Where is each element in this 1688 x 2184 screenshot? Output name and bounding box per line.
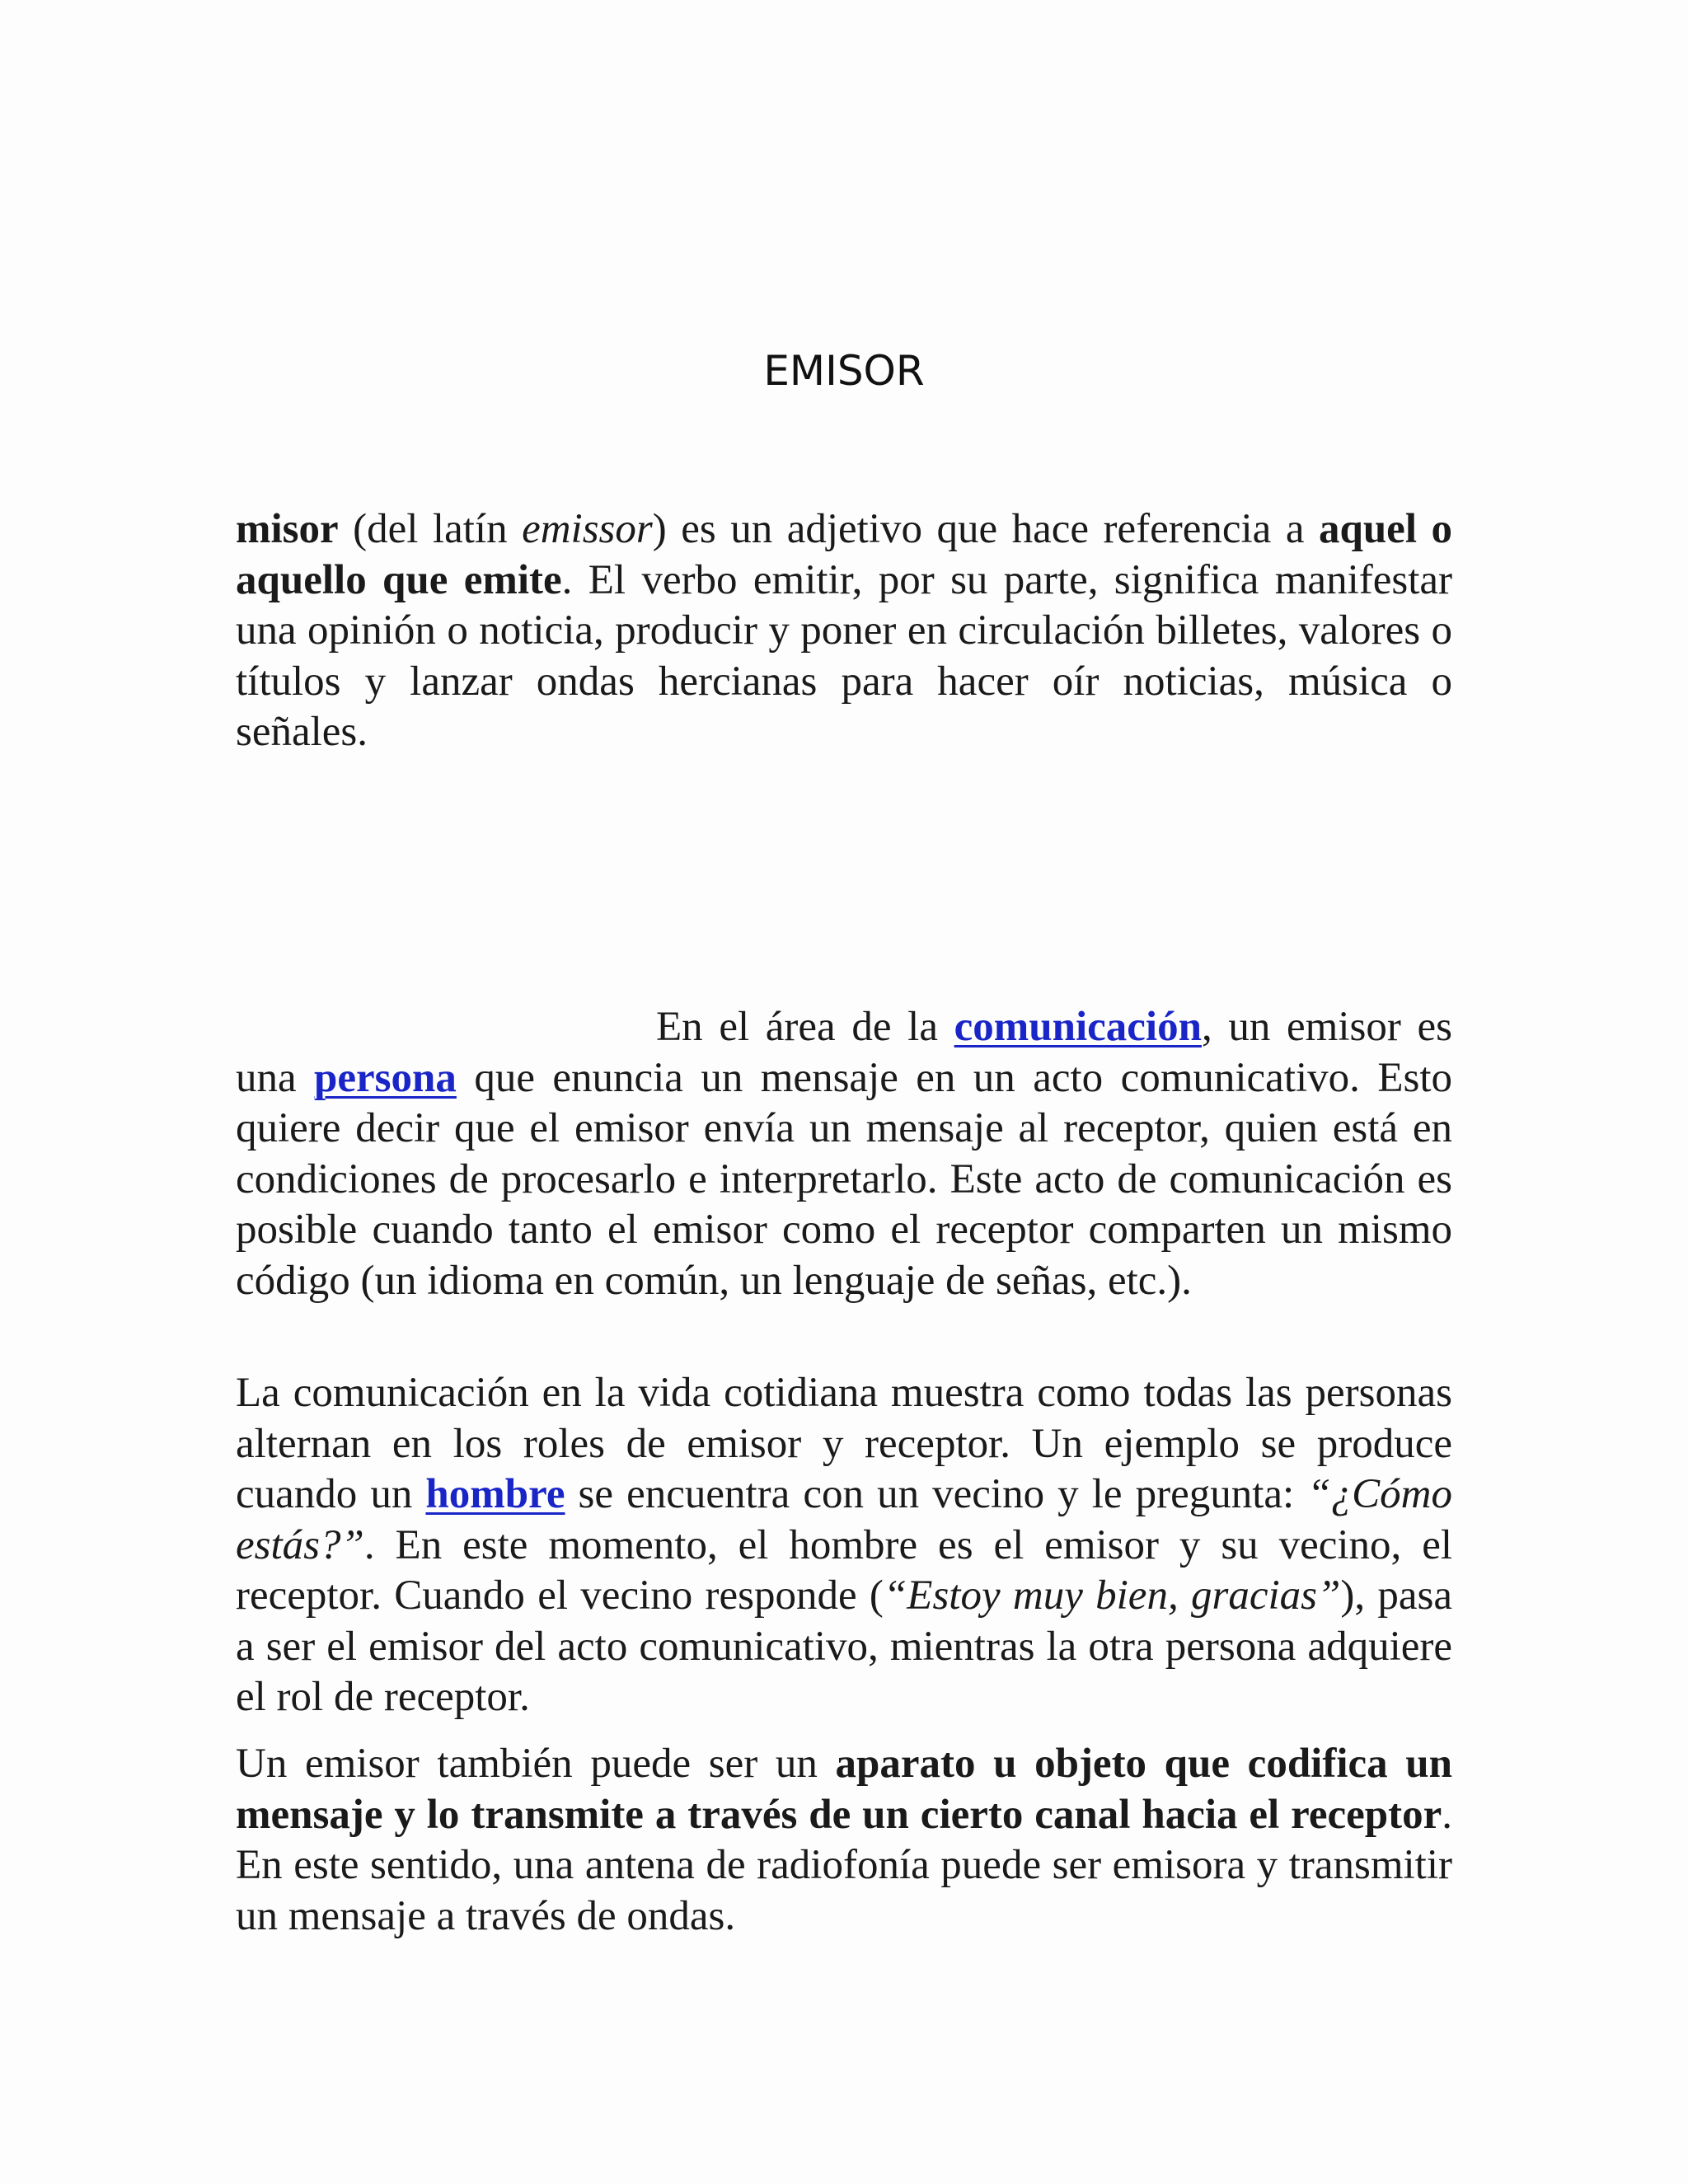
paragraph-communication (236, 1002, 1452, 1306)
text-span: . En este momento, el hombre es el emisor y su vecino, el receptor. Cuando el vecino responde ( (236, 1521, 1452, 1619)
text-span: . El verbo emitir, por su parte, significa manifestar una opinión o noticia, producir y poner en circulación billetes, valores o títulos y lanzar ondas hercianas para hacer oír noticias, música o señales. (236, 556, 1452, 755)
latin-term: emissor (522, 506, 653, 552)
text-span: ) es un adjetivo que hace referencia a (652, 506, 1319, 552)
paragraph-definition (236, 504, 1452, 758)
paragraph-daily-life (236, 1368, 1452, 1723)
paragraph-device (236, 1739, 1452, 1942)
text-span: La comunicación en la vida cotidiana muestra como todas las personas alternan en los roles de emisor y receptor. Un ejemplo se produce cuando un (236, 1370, 1452, 1517)
emphasis-bold: aquel o aquello que emite (236, 506, 1452, 603)
text-span: se encuentra con un vecino y le pregunta: (565, 1471, 1308, 1517)
emphasis-bold: aparato u objeto que codifica un mensaje y lo transmite a través de un cierto canal hacia el receptor (236, 1741, 1453, 1838)
text-span: Un emisor también puede ser un (236, 1741, 836, 1787)
link-hombre[interactable]: hombre (425, 1471, 565, 1517)
text-span: (del latín (338, 506, 523, 552)
text-span: . En este sentido, una antena de radiofonía puede ser emisora y transmitir un mensaje a través de ondas. (236, 1791, 1452, 1939)
text-span: En el área de la (656, 1004, 954, 1050)
link-persona[interactable]: persona (314, 1054, 457, 1101)
page-title: EMISOR (763, 347, 925, 395)
link-comunicacion[interactable]: comunicación (954, 1004, 1202, 1050)
text-span: , un emisor es una (236, 1004, 1452, 1101)
text-span: que enuncia un mensaje en un acto comunicativo. Esto quiere decir que el emisor envía un mensaje al receptor, quien está en condiciones de procesarlo e interpretarlo. Este acto de comunicación es posible cuando tanto el emisor como el receptor comparten un mismo código (un idioma en común, un lenguaje de señas, etc.). (236, 1054, 1452, 1304)
quote-italic: “Estoy muy bien, gracias” (883, 1572, 1341, 1619)
term-bold: misor (236, 506, 339, 552)
text-span: ), pasa a ser el emisor del acto comunicativo, mientras la otra persona adquiere el rol de receptor. (236, 1572, 1453, 1720)
quote-italic: “¿Cómo estás?” (236, 1471, 1452, 1568)
